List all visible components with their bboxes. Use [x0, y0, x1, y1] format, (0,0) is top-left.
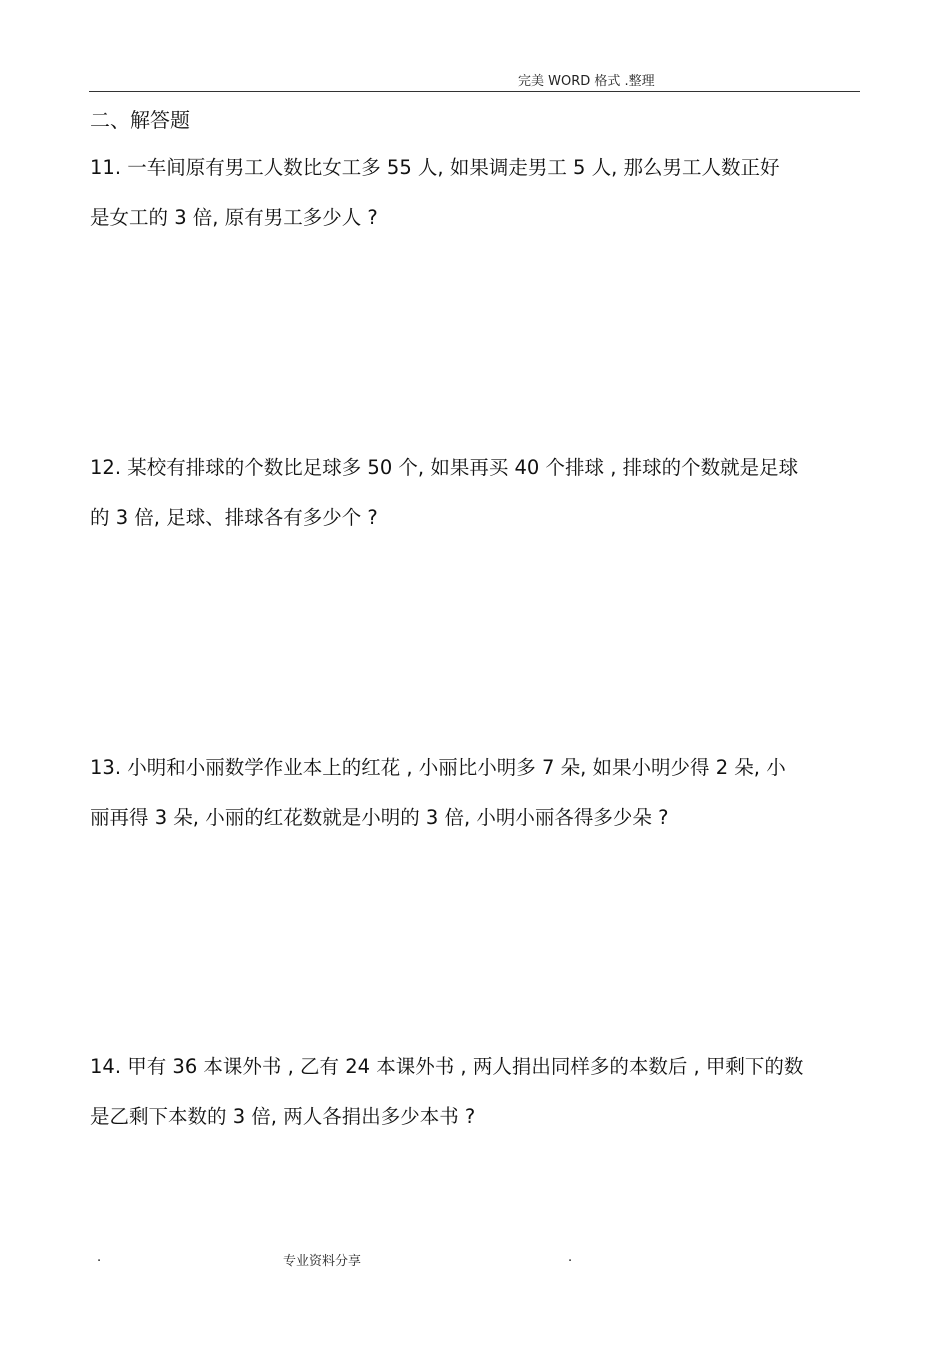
question-14 — [90, 1042, 862, 1142]
footer-dot-left: . — [97, 1250, 102, 1265]
question-13 — [90, 743, 862, 843]
section-title: 二、解答题 — [90, 108, 190, 132]
question-12 — [90, 443, 862, 543]
question-line: 的 3 倍, 足球、排球各有多少个 ? — [90, 506, 378, 529]
page-footer: 专业资料分享 — [283, 1254, 362, 1269]
question-line: 13. 小明和小丽数学作业本上的红花 , 小丽比小明多 7 朵, 如果小明少得 2 朵, 小 — [90, 756, 786, 779]
question-11 — [90, 143, 862, 243]
footer-dot-right: . — [568, 1250, 573, 1265]
question-line: 14. 甲有 36 本课外书 , 乙有 24 本课外书 , 两人捐出同样多的本数后 , 甲剩下的数 — [90, 1055, 804, 1078]
question-line: 12. 某校有排球的个数比足球多 50 个, 如果再买 40 个排球 , 排球的个数就是足球 — [90, 456, 799, 479]
question-line: 是乙剩下本数的 3 倍, 两人各捐出多少本书 ? — [90, 1105, 476, 1128]
question-line: 是女工的 3 倍, 原有男工多少人 ? — [90, 206, 378, 229]
question-line: 11. 一车间原有男工人数比女工多 55 人, 如果调走男工 5 人, 那么男工人数正好 — [90, 156, 780, 179]
header-divider — [89, 91, 860, 92]
page-header: 完美 WORD 格式 .整理 — [518, 74, 655, 89]
question-line: 丽再得 3 朵, 小丽的红花数就是小明的 3 倍, 小明小丽各得多少朵 ? — [90, 806, 669, 829]
